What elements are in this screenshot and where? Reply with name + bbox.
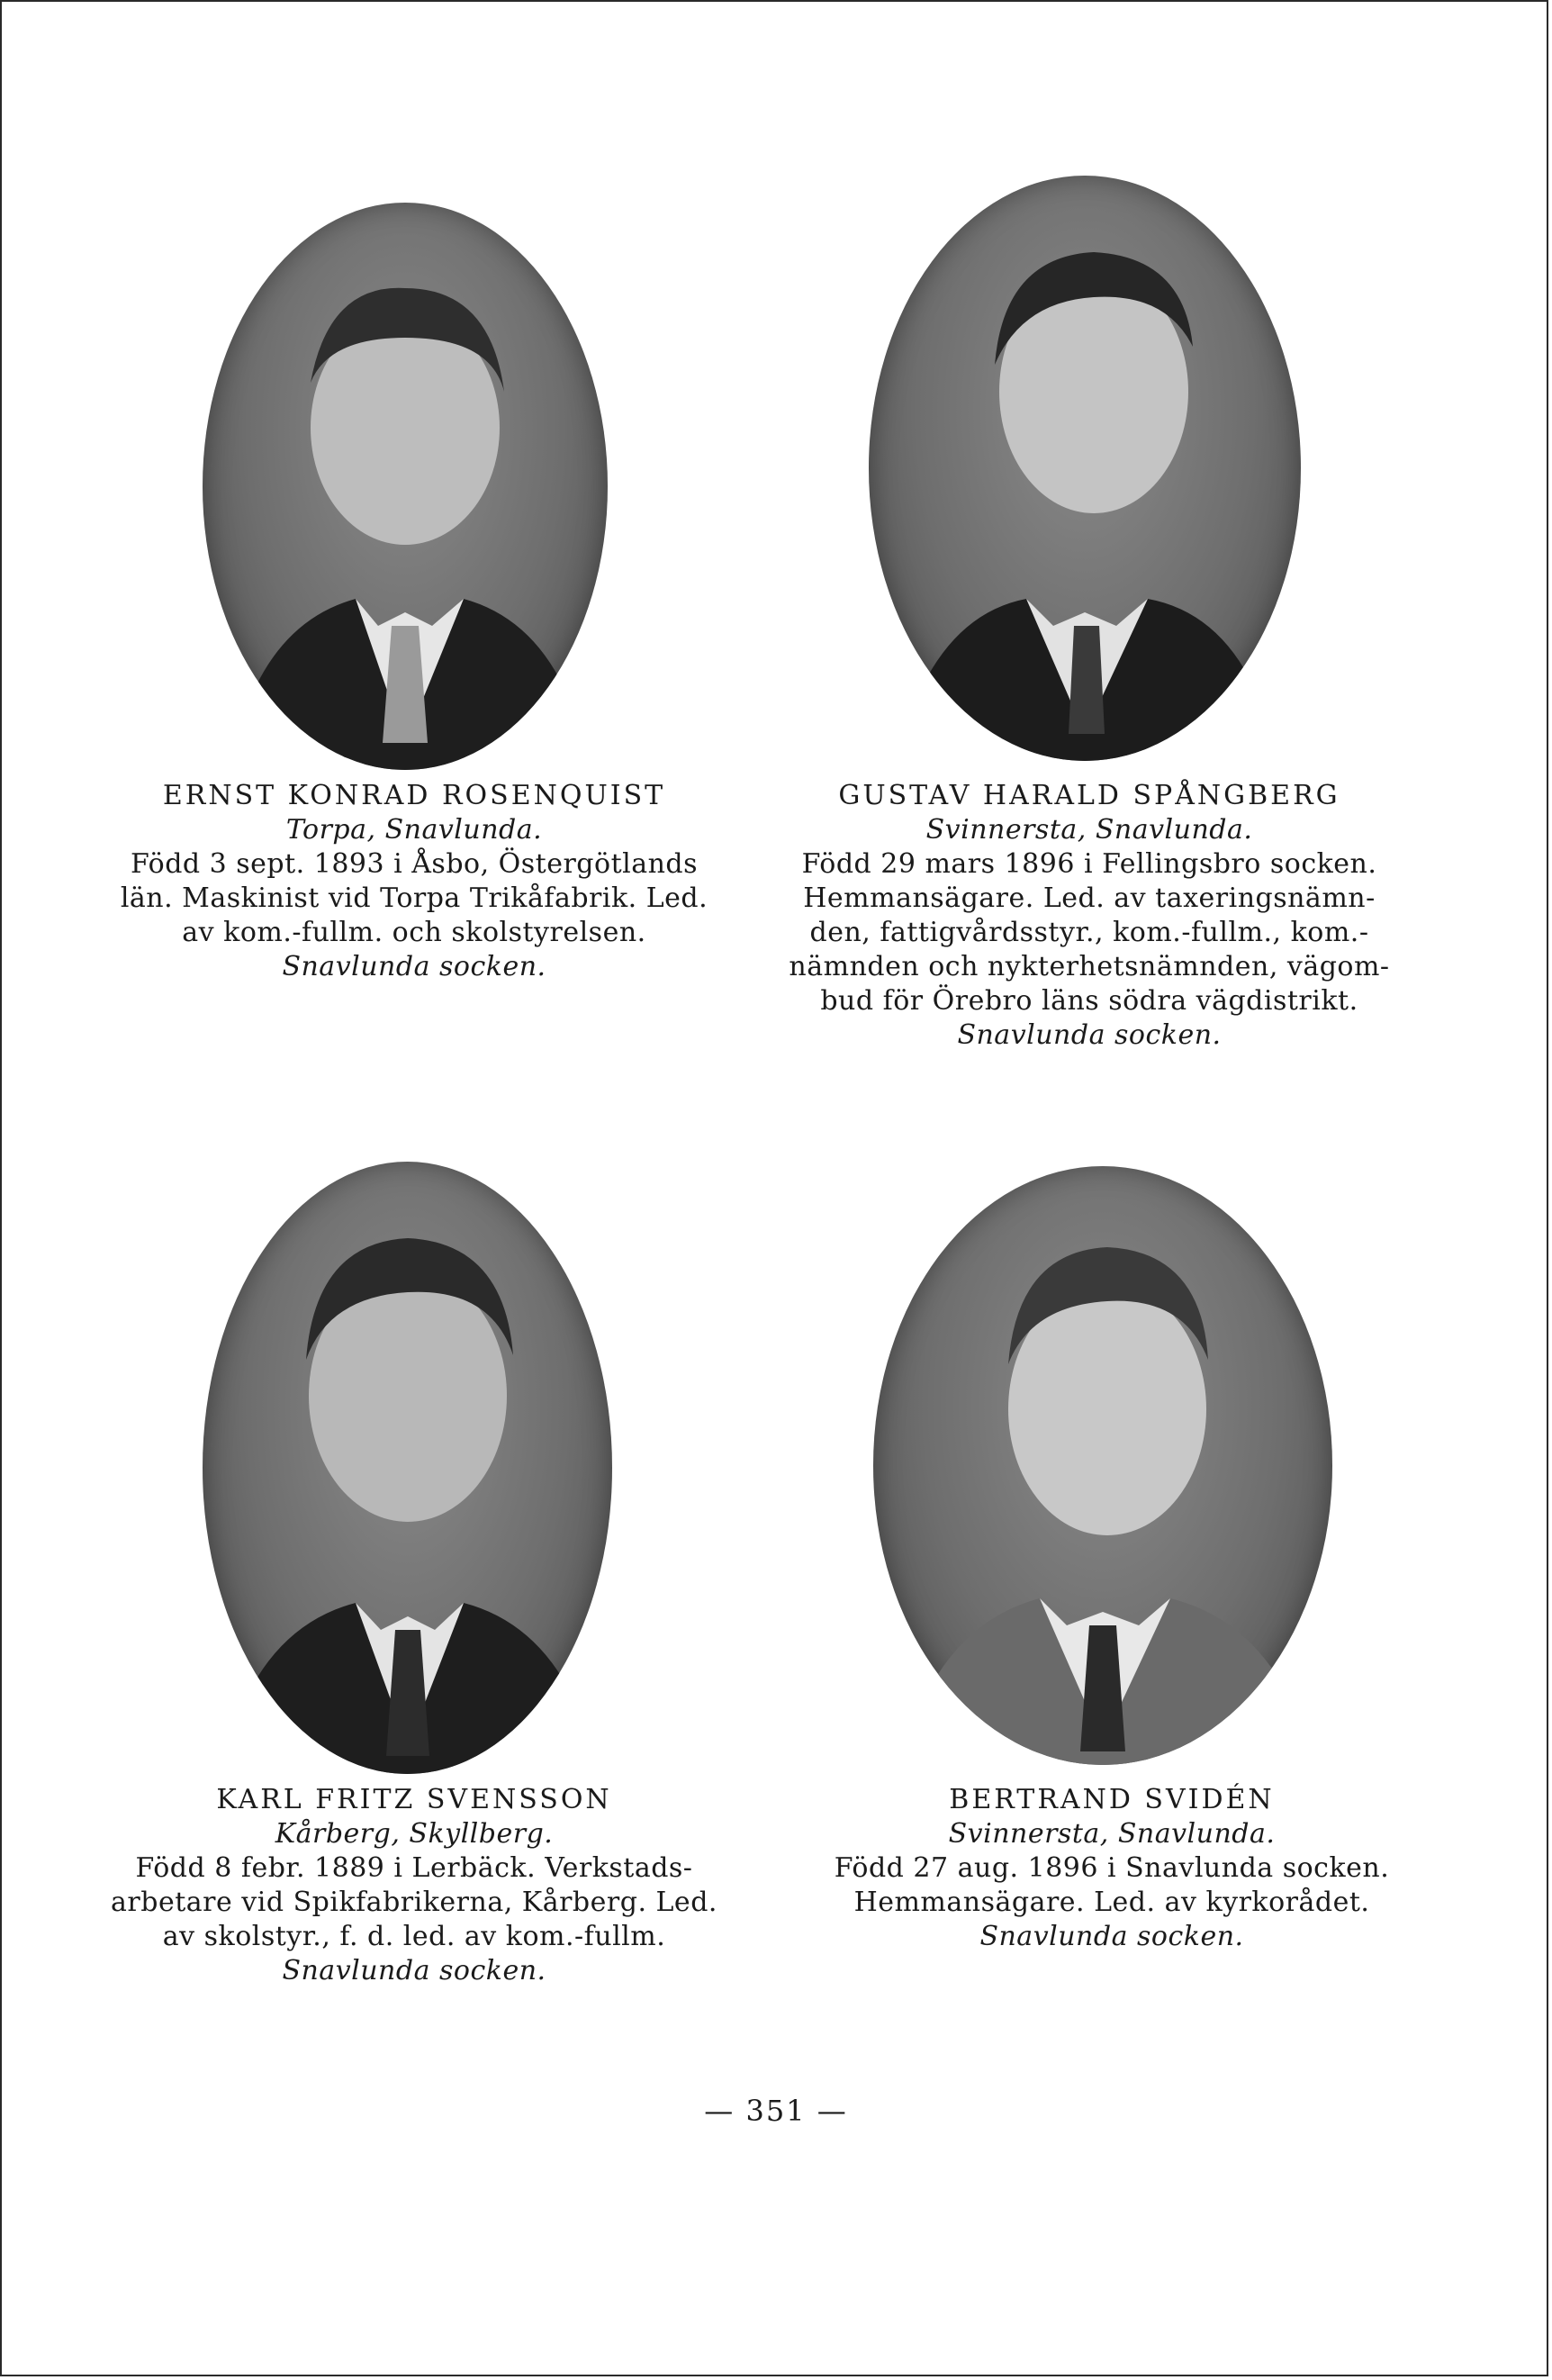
bio-line: arbetare vid Spikfabrikerna, Kårberg. Led. xyxy=(111,1887,717,1918)
portrait-svensson xyxy=(203,1162,612,1774)
portrait-sviden xyxy=(873,1166,1332,1765)
person-bio xyxy=(72,1851,756,1954)
bio-line: Hemmansägare. Led. av taxeringsnämn- xyxy=(803,882,1376,914)
bio-line: län. Maskinist vid Torpa Trikåfabrik. Led. xyxy=(120,882,708,914)
person-name: GUSTAV HARALD SPÅNGBERG xyxy=(838,780,1340,811)
bio-line: Född 8 febr. 1889 i Lerbäck. Verkstads- xyxy=(135,1852,693,1884)
bio-line: av skolstyr., f. d. led. av kom.-fullm. xyxy=(162,1921,666,1952)
person-name: ERNST KONRAD ROSENQUIST xyxy=(162,780,666,811)
person-place: Kårberg, Skyllberg. xyxy=(275,1818,554,1850)
portrait-silhouette-icon xyxy=(869,176,1301,761)
person-parish: Snavlunda socken. xyxy=(282,951,546,982)
bio-line: Född 27 aug. 1896 i Snavlunda socken. xyxy=(834,1852,1390,1884)
person-place: Svinnersta, Snavlunda. xyxy=(925,814,1253,846)
person-name: KARL FRITZ SVENSSON xyxy=(216,1784,612,1815)
person-parish: Snavlunda socken. xyxy=(979,1921,1244,1952)
person-bio xyxy=(770,1851,1454,1920)
bio-line: Född 29 mars 1896 i Fellingsbro socken. xyxy=(801,848,1377,880)
person-bio xyxy=(747,847,1431,1018)
person-place: Torpa, Snavlunda. xyxy=(285,814,543,846)
bio-line: av kom.-fullm. och skolstyrelsen. xyxy=(182,917,646,948)
caption-svensson xyxy=(72,1783,756,1988)
person-parish: Snavlunda socken. xyxy=(957,1019,1222,1051)
caption-spangberg xyxy=(747,779,1431,1053)
bio-line: nämnden och nykterhetsnämnden, vägom- xyxy=(789,951,1390,982)
bio-line: Hemmansägare. Led. av kyrkorådet. xyxy=(853,1887,1370,1918)
caption-sviden xyxy=(770,1783,1454,1954)
portrait-silhouette-icon xyxy=(873,1166,1332,1765)
portrait-rosenquist xyxy=(203,203,608,770)
person-name: BERTRAND SVIDÉN xyxy=(949,1784,1275,1815)
bio-line: bud för Örebro läns södra vägdistrikt. xyxy=(820,985,1358,1017)
person-parish: Snavlunda socken. xyxy=(282,1955,546,1986)
portrait-silhouette-icon xyxy=(203,1162,612,1774)
person-place: Svinnersta, Snavlunda. xyxy=(948,1818,1276,1850)
bio-line: den, fattigvårdsstyr., kom.-fullm., kom.- xyxy=(809,917,1369,948)
portrait-silhouette-icon xyxy=(203,203,608,770)
portrait-spangberg xyxy=(869,176,1301,761)
page-number: — 351 — xyxy=(704,2094,848,2128)
person-bio xyxy=(72,847,756,950)
bio-line: Född 3 sept. 1893 i Åsbo, Östergötlands xyxy=(130,848,699,880)
caption-rosenquist xyxy=(72,779,756,984)
